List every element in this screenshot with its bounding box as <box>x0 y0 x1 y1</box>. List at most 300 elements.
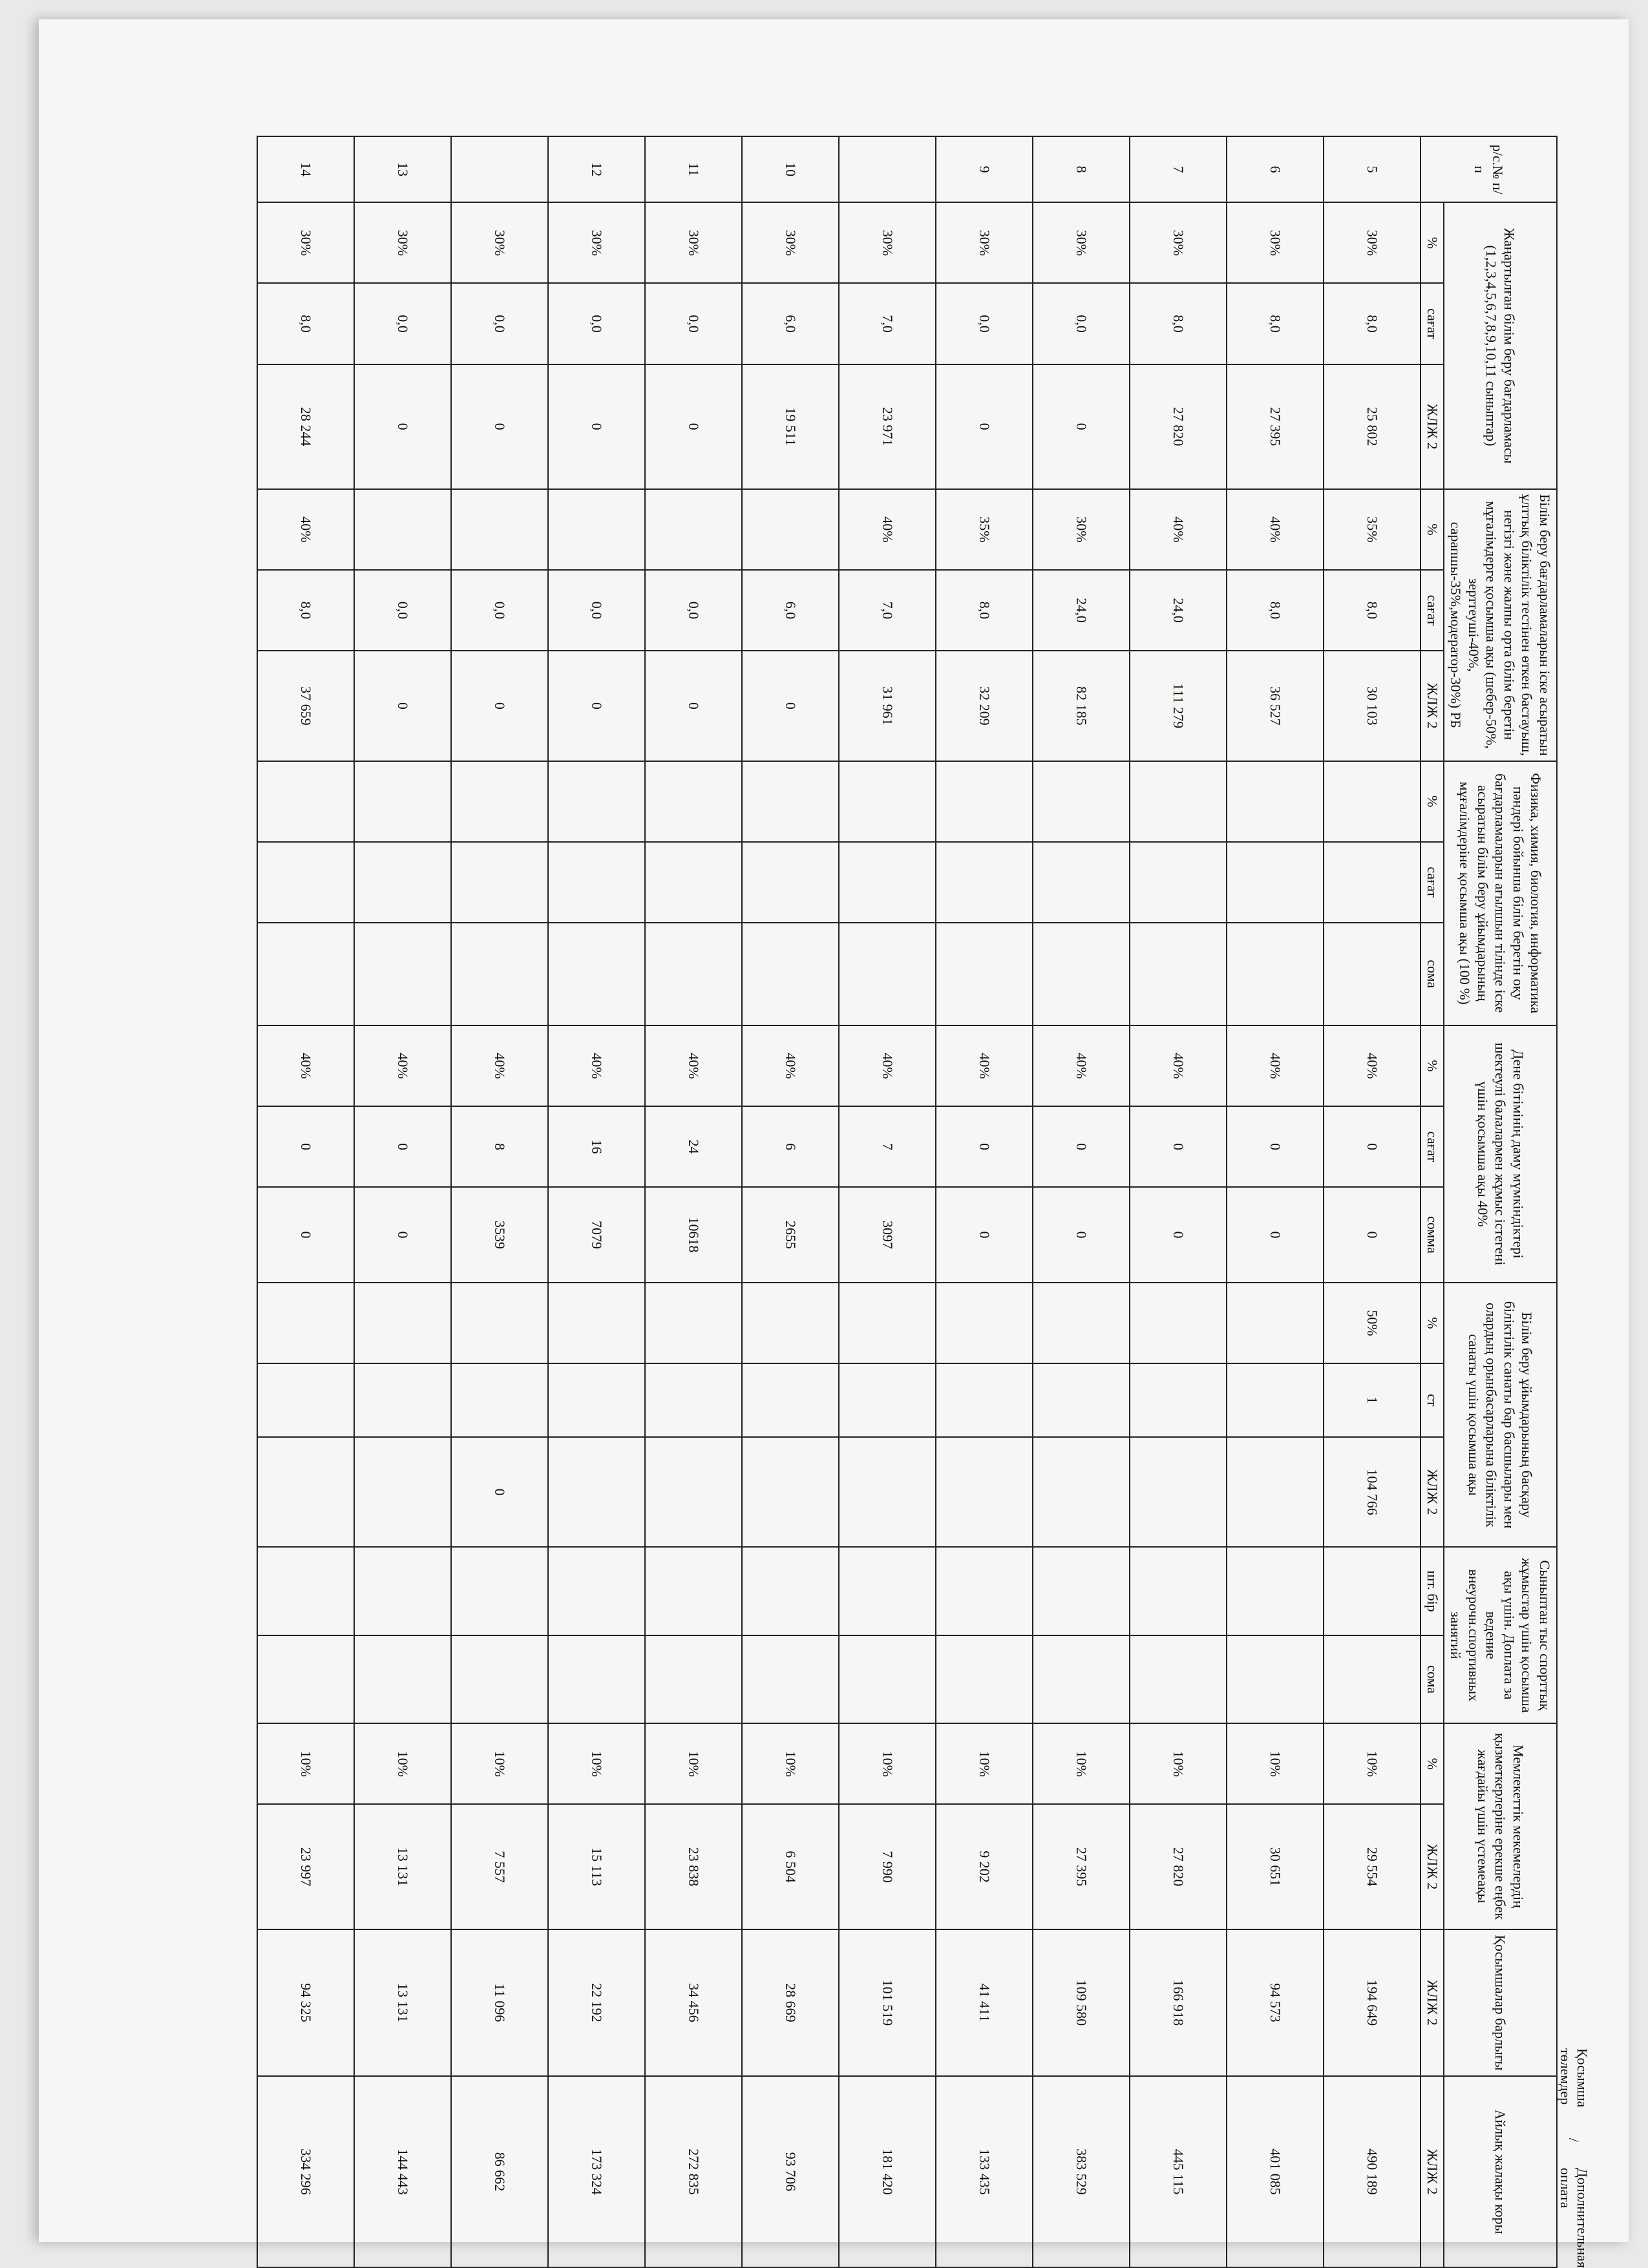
table-cell: 40% <box>257 1025 354 1106</box>
table-cell: 0 <box>936 1106 1033 1187</box>
table-cell <box>354 1547 451 1635</box>
table-cell: 10% <box>451 1723 548 1804</box>
table-cell: 0 <box>1033 1187 1130 1283</box>
table-cell: 7,0 <box>839 570 936 651</box>
table-cell: 490 189 <box>1324 2076 1421 2267</box>
sub-pct: % <box>1421 202 1444 283</box>
table-cell <box>1227 1437 1324 1548</box>
section-banner <box>1558 136 1590 2268</box>
header-g3: Физика, химия, биология, информатика пәндері бойынша білім беретін оқу бағдарламаларын ағылшын тілінде іске асыратын білім беру ұйымдарының мұғалімдеріне қосымша ақы (100 %) <box>1444 761 1557 1025</box>
table-cell <box>1033 1547 1130 1635</box>
table-cell <box>645 1363 742 1437</box>
table-cell: 30% <box>354 202 451 283</box>
table-cell <box>1227 761 1324 842</box>
sub-sum: сома <box>1421 1635 1444 1723</box>
table-cell: 32 209 <box>936 651 1033 761</box>
table-cell: 0 <box>1227 1187 1324 1283</box>
table-cell <box>742 842 839 923</box>
table-cell: 30% <box>257 202 354 283</box>
table-cell: 30 651 <box>1227 1804 1324 1929</box>
table-cell <box>1324 1547 1421 1635</box>
table-row <box>936 136 1033 2267</box>
table-cell <box>936 923 1033 1025</box>
table-cell: 194 649 <box>1324 1929 1421 2076</box>
table-cell: 8,0 <box>1324 570 1421 651</box>
table-cell: 6,0 <box>742 283 839 364</box>
sub-pct: % <box>1421 1025 1444 1106</box>
table-cell: 2655 <box>742 1187 839 1283</box>
table-cell <box>645 842 742 923</box>
table-cell: 94 573 <box>1227 1929 1324 2076</box>
sub-zhlzh: ЖЛЖ 2 <box>1421 364 1444 489</box>
table-cell <box>257 923 354 1025</box>
table-cell <box>1324 842 1421 923</box>
sub-zhlzh: ЖЛЖ 2 <box>1421 1437 1444 1548</box>
table-cell: 34 456 <box>645 1929 742 2076</box>
table-cell: 40% <box>1227 489 1324 570</box>
table-cell: 0 <box>1130 1187 1227 1283</box>
table-cell: 0,0 <box>645 570 742 651</box>
table-cell: 30% <box>451 202 548 283</box>
table-cell: 30% <box>1324 202 1421 283</box>
table-row <box>451 136 548 2267</box>
table-cell: 0 <box>451 651 548 761</box>
row-number-cell: 7 <box>1130 136 1227 202</box>
sub-st: ст <box>1421 1363 1444 1437</box>
sub-hours: сағат <box>1421 283 1444 364</box>
header-g4: Дене бітімінің даму мүмкіндіктері шектеулі балалармен жұмыс істегені үшін қосымша ақы 40% <box>1444 1025 1557 1283</box>
table-cell: 0,0 <box>548 283 645 364</box>
table-cell <box>548 1635 645 1723</box>
table-cell: 0 <box>645 651 742 761</box>
table-cell: 0 <box>451 1437 548 1548</box>
table-cell: 23 838 <box>645 1804 742 1929</box>
table-cell: 23 971 <box>839 364 936 489</box>
table-cell: 10% <box>1130 1723 1227 1804</box>
table-cell: 6 504 <box>742 1804 839 1929</box>
sub-sum: сома <box>1421 923 1444 1025</box>
table-cell: 40% <box>451 1025 548 1106</box>
table-cell: 40% <box>742 1025 839 1106</box>
table-cell <box>1033 1363 1130 1437</box>
table-cell: 27 395 <box>1033 1804 1130 1929</box>
table-cell <box>839 1437 936 1548</box>
table-cell <box>645 1437 742 1548</box>
table-cell: 7 990 <box>839 1804 936 1929</box>
table-cell: 173 324 <box>548 2076 645 2267</box>
table-cell: 24,0 <box>1130 570 1227 651</box>
table-cell <box>451 923 548 1025</box>
row-number-cell: 13 <box>354 136 451 202</box>
table-cell <box>936 842 1033 923</box>
header-g8: Қосымшалар барлығы <box>1444 1929 1557 2076</box>
table-cell: 27 820 <box>1130 364 1227 489</box>
table-cell <box>1227 1363 1324 1437</box>
table-cell: 40% <box>645 1025 742 1106</box>
header-row-groups <box>1444 136 1557 2267</box>
table-cell: 0,0 <box>936 283 1033 364</box>
table-cell: 35% <box>936 489 1033 570</box>
table-cell: 0 <box>1324 1187 1421 1283</box>
table-cell: 37 659 <box>257 651 354 761</box>
table-cell: 383 529 <box>1033 2076 1130 2267</box>
table-cell: 25 802 <box>1324 364 1421 489</box>
table-cell: 0 <box>1033 1106 1130 1187</box>
table-cell <box>1324 923 1421 1025</box>
sub-zhlzh: ЖЛЖ 2 <box>1421 651 1444 761</box>
header-row-sub <box>1421 136 1444 2267</box>
table-cell <box>1227 1547 1324 1635</box>
sub-pct: % <box>1421 1283 1444 1363</box>
table-cell <box>354 923 451 1025</box>
table-cell <box>548 1283 645 1363</box>
table-cell <box>839 1547 936 1635</box>
table-cell <box>451 1283 548 1363</box>
table-row <box>1033 136 1130 2267</box>
table-cell: 30% <box>548 202 645 283</box>
table-cell: 0,0 <box>1033 283 1130 364</box>
row-number-cell: 12 <box>548 136 645 202</box>
table-cell: 30% <box>742 202 839 283</box>
row-number-cell: 11 <box>645 136 742 202</box>
table-cell: 19 511 <box>742 364 839 489</box>
row-number-cell: 14 <box>257 136 354 202</box>
table-cell <box>645 1547 742 1635</box>
table-cell <box>645 489 742 570</box>
table-row <box>1227 136 1324 2267</box>
table-cell: 40% <box>1324 1025 1421 1106</box>
table-cell: 10% <box>1033 1723 1130 1804</box>
table-cell: 40% <box>548 1025 645 1106</box>
row-number-cell: 8 <box>1033 136 1130 202</box>
header-g7: Мемлекеттік мекемелердің қызметкерлеріне ерекше еңбек жағдайы үшін үстемеақы <box>1444 1723 1557 1929</box>
sub-pct: % <box>1421 1723 1444 1804</box>
table-cell: 30% <box>1227 202 1324 283</box>
table-cell: 272 835 <box>645 2076 742 2267</box>
table-cell <box>839 1363 936 1437</box>
table-cell: 101 519 <box>839 1929 936 2076</box>
table-cell: 30% <box>936 202 1033 283</box>
table-cell: 31 961 <box>839 651 936 761</box>
table-cell <box>1033 1283 1130 1363</box>
table-cell: 7 <box>839 1106 936 1187</box>
table-cell <box>354 761 451 842</box>
table-cell: 40% <box>354 1025 451 1106</box>
row-number-cell <box>451 136 548 202</box>
table-cell <box>451 1635 548 1723</box>
table-cell <box>839 761 936 842</box>
table-cell: 11 096 <box>451 1929 548 2076</box>
table-cell: 0 <box>645 364 742 489</box>
table-cell: 24 <box>645 1106 742 1187</box>
sub-zhlzh: ЖЛЖ 2 <box>1421 1804 1444 1929</box>
table-cell: 0 <box>354 1106 451 1187</box>
table-cell <box>742 1635 839 1723</box>
table-cell: 7,0 <box>839 283 936 364</box>
table-cell <box>1130 1437 1227 1548</box>
table-cell <box>742 1547 839 1635</box>
table-cell <box>1324 761 1421 842</box>
table-cell: 8,0 <box>1130 283 1227 364</box>
table-cell <box>548 489 645 570</box>
table-cell <box>1324 1635 1421 1723</box>
table-cell <box>1033 1635 1130 1723</box>
scanned-page <box>39 19 1629 2268</box>
table-cell: 7 557 <box>451 1804 548 1929</box>
table-cell <box>257 1437 354 1548</box>
table-cell <box>257 1363 354 1437</box>
table-cell <box>451 1363 548 1437</box>
table-cell: 401 085 <box>1227 2076 1324 2267</box>
table-cell: 8,0 <box>257 570 354 651</box>
table-cell <box>1227 1635 1324 1723</box>
table-cell: 30% <box>1033 202 1130 283</box>
table-cell: 0 <box>1033 364 1130 489</box>
table-row <box>742 136 839 2267</box>
table-cell: 10% <box>839 1723 936 1804</box>
table-cell: 8,0 <box>257 283 354 364</box>
table-cell <box>1130 1547 1227 1635</box>
sub-pct: % <box>1421 489 1444 570</box>
table-cell <box>645 761 742 842</box>
table-cell: 13 131 <box>354 1929 451 2076</box>
table-cell <box>645 1283 742 1363</box>
table-cell: 0 <box>742 651 839 761</box>
table-row <box>1324 136 1421 2267</box>
table-cell: 40% <box>257 489 354 570</box>
sub-hours: сағат <box>1421 842 1444 923</box>
banner-left: Қосымша төлемдер <box>1558 2048 1590 2108</box>
row-number-cell: 10 <box>742 136 839 202</box>
table-row <box>1130 136 1227 2267</box>
table-cell <box>936 1547 1033 1635</box>
table-row <box>645 136 742 2267</box>
table-cell <box>1227 923 1324 1025</box>
table-cell <box>936 1283 1033 1363</box>
table-cell <box>1130 923 1227 1025</box>
table-cell <box>839 842 936 923</box>
table-cell <box>451 842 548 923</box>
table-cell <box>742 1363 839 1437</box>
table-cell <box>742 489 839 570</box>
table-cell: 10% <box>645 1723 742 1804</box>
table-cell: 0 <box>257 1187 354 1283</box>
table-cell <box>936 761 1033 842</box>
table-cell: 50% <box>1324 1283 1421 1363</box>
table-cell: 166 918 <box>1130 1929 1227 2076</box>
table-cell <box>257 1283 354 1363</box>
table-cell: 6,0 <box>742 570 839 651</box>
table-cell: 10% <box>257 1723 354 1804</box>
table-cell: 10% <box>936 1723 1033 1804</box>
table-cell <box>548 1437 645 1548</box>
row-number-cell: 5 <box>1324 136 1421 202</box>
table-cell: 86 662 <box>451 2076 548 2267</box>
table-cell <box>1033 761 1130 842</box>
sub-hours: сағат <box>1421 570 1444 651</box>
table-cell: 0 <box>936 1187 1033 1283</box>
table-cell: 8,0 <box>1324 283 1421 364</box>
table-cell: 111 279 <box>1130 651 1227 761</box>
table-cell <box>1130 1363 1227 1437</box>
table-cell: 445 115 <box>1130 2076 1227 2267</box>
table-cell <box>936 1437 1033 1548</box>
table-cell: 0 <box>354 1187 451 1283</box>
table-cell: 23 997 <box>257 1804 354 1929</box>
table-cell <box>1130 1635 1227 1723</box>
table-cell: 10% <box>1227 1723 1324 1804</box>
table-cell: 0,0 <box>354 283 451 364</box>
table-cell: 16 <box>548 1106 645 1187</box>
table-cell: 10618 <box>645 1187 742 1283</box>
header-g6: Сыныптан тыс спорттық жұмыстар үшін қосымша ақы үшін. Доплата за ведение внеурочн.спортивных занятий <box>1444 1547 1557 1723</box>
table-row <box>839 136 936 2267</box>
table-cell <box>354 489 451 570</box>
sub-zhlzh: ЖЛЖ 2 <box>1421 1929 1444 2076</box>
table-cell: 0 <box>1227 1106 1324 1187</box>
sub-pcs: шт. бір <box>1421 1547 1444 1635</box>
table-cell: 0 <box>1130 1106 1227 1187</box>
table-cell <box>354 1363 451 1437</box>
table-cell: 104 766 <box>1324 1437 1421 1548</box>
header-g5: Білім беру ұйымдарының басқару біліктілік санаты бар басшылары мен олардың орынбасарларына біліктілік санаты үшін қосымша ақы <box>1444 1283 1557 1547</box>
table-cell: 8 <box>451 1106 548 1187</box>
sub-zhlzh: ЖЛЖ 2 <box>1421 2076 1444 2267</box>
table-cell <box>1130 761 1227 842</box>
banner-sep: / <box>1566 2137 1582 2142</box>
table-cell: 3097 <box>839 1187 936 1283</box>
table-cell <box>257 842 354 923</box>
row-number-cell: 6 <box>1227 136 1324 202</box>
table-cell: 30% <box>645 202 742 283</box>
table-cell <box>645 1635 742 1723</box>
table-cell: 8,0 <box>1227 283 1324 364</box>
table-cell <box>451 1547 548 1635</box>
row-number-cell <box>839 136 936 202</box>
table-cell: 29 554 <box>1324 1804 1421 1929</box>
table-cell <box>451 761 548 842</box>
header-num: р/с.№ п/п <box>1421 136 1557 202</box>
table-cell: 10% <box>354 1723 451 1804</box>
table-cell: 0,0 <box>451 570 548 651</box>
header-g9: Айлық жалақы коры <box>1444 2076 1557 2267</box>
table-cell <box>257 761 354 842</box>
table-cell: 1 <box>1324 1363 1421 1437</box>
table-cell: 10% <box>1324 1723 1421 1804</box>
table-cell: 0,0 <box>354 570 451 651</box>
table-cell: 30% <box>1130 202 1227 283</box>
table-cell <box>354 842 451 923</box>
table-cell <box>742 1283 839 1363</box>
table-cell <box>1033 923 1130 1025</box>
table-cell <box>451 489 548 570</box>
table-cell: 0 <box>1324 1106 1421 1187</box>
sub-sum: сомма <box>1421 1187 1444 1283</box>
table-cell: 3539 <box>451 1187 548 1283</box>
table-cell <box>548 1547 645 1635</box>
table-cell <box>354 1283 451 1363</box>
table-cell: 94 325 <box>257 1929 354 2076</box>
table-cell: 0 <box>936 364 1033 489</box>
table-cell: 7079 <box>548 1187 645 1283</box>
table-cell <box>354 1437 451 1548</box>
table-cell: 109 580 <box>1033 1929 1130 2076</box>
table-cell: 0,0 <box>451 283 548 364</box>
table-cell <box>936 1635 1033 1723</box>
table-cell: 13 131 <box>354 1804 451 1929</box>
table-cell <box>257 1547 354 1635</box>
sub-pct: % <box>1421 761 1444 842</box>
table-cell <box>1130 842 1227 923</box>
table-cell <box>548 1363 645 1437</box>
row-number-cell: 9 <box>936 136 1033 202</box>
table-cell: 181 420 <box>839 2076 936 2267</box>
table-cell: 10% <box>742 1723 839 1804</box>
table-cell: 0 <box>548 364 645 489</box>
table-cell <box>1227 842 1324 923</box>
table-cell: 30% <box>839 202 936 283</box>
table-cell: 24,0 <box>1033 570 1130 651</box>
table-cell: 9 202 <box>936 1804 1033 1929</box>
table-cell <box>548 842 645 923</box>
payments-table <box>257 136 1558 2268</box>
header-g1: Жаңартылған білім беру бағдарламасы (1,2,3,4,5,6,7,8,9,10,11 сыныптар) <box>1444 202 1557 489</box>
table-cell: 40% <box>1227 1025 1324 1106</box>
table-cell: 334 296 <box>257 2076 354 2267</box>
table-cell <box>548 923 645 1025</box>
table-row <box>257 136 354 2267</box>
table-cell: 40% <box>839 489 936 570</box>
table-cell <box>936 1363 1033 1437</box>
table-cell: 0 <box>354 651 451 761</box>
table-cell <box>839 923 936 1025</box>
table-cell <box>548 761 645 842</box>
table-cell: 40% <box>1130 489 1227 570</box>
table-cell: 40% <box>1130 1025 1227 1106</box>
table-cell: 40% <box>839 1025 936 1106</box>
table-row <box>548 136 645 2267</box>
table-cell: 28 244 <box>257 364 354 489</box>
table-cell: 30% <box>1033 489 1130 570</box>
table-cell <box>1130 1283 1227 1363</box>
sub-hours: сағат <box>1421 1106 1444 1187</box>
table-cell: 28 669 <box>742 1929 839 2076</box>
table-cell <box>1033 1437 1130 1548</box>
table-cell: 0,0 <box>548 570 645 651</box>
table-cell: 8,0 <box>936 570 1033 651</box>
table-cell: 27 395 <box>1227 364 1324 489</box>
table-cell: 0 <box>257 1106 354 1187</box>
table-cell: 8,0 <box>1227 570 1324 651</box>
table-row <box>354 136 451 2267</box>
table-cell <box>839 1635 936 1723</box>
table-cell <box>257 1635 354 1723</box>
table-cell: 10% <box>548 1723 645 1804</box>
table-body <box>257 136 1421 2267</box>
table-cell: 35% <box>1324 489 1421 570</box>
table-cell: 0 <box>451 364 548 489</box>
table-cell: 27 820 <box>1130 1804 1227 1929</box>
table-cell <box>645 923 742 1025</box>
table-cell <box>1227 1283 1324 1363</box>
table-cell: 40% <box>936 1025 1033 1106</box>
table-cell: 36 527 <box>1227 651 1324 761</box>
header-g2: Білім беру бағдарламаларын іске асыратын ұлттық біліктілік тестінен өткен бастауыш, негізгі және жалпы орта білім беретін мұғалімдерге қосымша ақы (шебер-50%, зерттеуші-40%, сарапшы-35%,модератор-30%) РБ <box>1444 489 1557 761</box>
table-cell: 15 113 <box>548 1804 645 1929</box>
banner-right: Дополнительная оплата <box>1558 2167 1590 2268</box>
table-cell: 0 <box>354 364 451 489</box>
table-cell: 30 103 <box>1324 651 1421 761</box>
